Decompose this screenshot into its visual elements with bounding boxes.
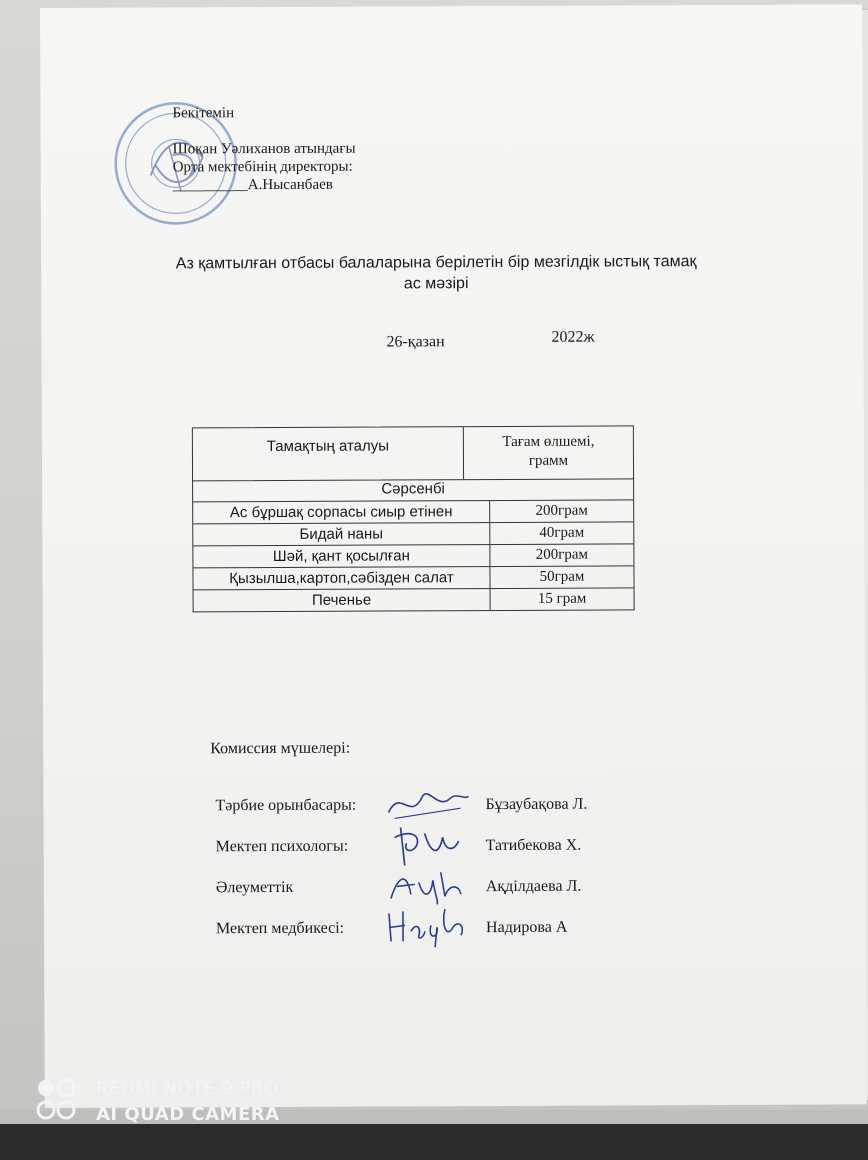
table-row bbox=[193, 522, 633, 546]
commission-heading: Комиссия мүшелері: bbox=[210, 739, 351, 758]
table-row bbox=[193, 544, 633, 568]
watermark-camera: AI QUAD CAMERA bbox=[96, 1104, 280, 1125]
member-role: Мектеп медбикесі: bbox=[215, 919, 345, 938]
document-title bbox=[136, 251, 736, 296]
commission-member bbox=[215, 795, 588, 816]
signature-icon bbox=[381, 905, 471, 949]
header-portion-weight bbox=[464, 426, 633, 479]
dish-name: Шәй, қант қосылған bbox=[193, 545, 490, 567]
dish-name: Қызылша,картоп,сәбізден салат bbox=[193, 567, 490, 589]
member-name: Надирова А bbox=[485, 918, 568, 937]
dish-name: Бидай наны bbox=[193, 523, 490, 545]
approval-label: Бекітемін bbox=[172, 105, 235, 122]
signature-icon bbox=[380, 782, 470, 826]
member-role: Әлеуметтік bbox=[215, 878, 294, 897]
member-name: Татибекова Х. bbox=[485, 836, 582, 855]
commission-member bbox=[215, 836, 582, 857]
school-name: Шоқан Уәлиханов атындағы bbox=[172, 140, 356, 158]
menu-table-header bbox=[192, 425, 634, 481]
dish-name: Печенье bbox=[194, 589, 491, 611]
menu-table-body bbox=[192, 477, 635, 612]
member-name: Ақділдаева Л. bbox=[485, 877, 582, 896]
commission-member bbox=[215, 918, 568, 939]
table-row bbox=[194, 588, 634, 611]
date-day: 26-қазан bbox=[386, 333, 445, 351]
director-title: Орта мектебінің директоры: bbox=[172, 158, 353, 176]
approval-block bbox=[172, 104, 355, 195]
table-row bbox=[193, 566, 633, 590]
date-year: 2022ж bbox=[551, 328, 595, 346]
dish-weight: 15 грам bbox=[537, 590, 587, 607]
document-page bbox=[40, 4, 867, 1108]
title-line-2: ас мәзірі bbox=[403, 275, 469, 293]
member-role: Тәрбие орынбасары: bbox=[215, 796, 357, 815]
dish-weight: 40грам bbox=[539, 524, 585, 541]
director-name: __________А.Нысанбаев bbox=[172, 176, 333, 194]
header-dish-name: Тамақтың аталуы bbox=[193, 427, 464, 480]
dish-weight: 200грам bbox=[535, 502, 588, 519]
signature-icon bbox=[381, 823, 471, 867]
commission-member bbox=[215, 877, 582, 897]
header-weight-line-2: грамм bbox=[528, 452, 569, 469]
signature-icon bbox=[381, 864, 471, 908]
member-role: Мектеп психологы: bbox=[215, 837, 349, 856]
table-row bbox=[193, 500, 633, 524]
dish-weight: 50грам bbox=[539, 568, 585, 585]
header-weight-line-1: Тағам өлшемі, bbox=[502, 433, 595, 450]
dish-name: Ас бұршақ сорпасы сиыр етінен bbox=[193, 501, 490, 523]
member-name: Бұзаубақова Л. bbox=[485, 795, 588, 814]
camera-lens-icon bbox=[36, 1078, 80, 1122]
dish-weight: 200грам bbox=[535, 546, 589, 563]
day-label: Сәрсенбі bbox=[193, 477, 633, 502]
watermark-model: REDMI NOTE 9 PRO bbox=[96, 1078, 279, 1099]
title-line-1: Аз қамтылған отбасы балаларына берілетін бір мезгілдік ыстық тамақ bbox=[175, 253, 697, 273]
